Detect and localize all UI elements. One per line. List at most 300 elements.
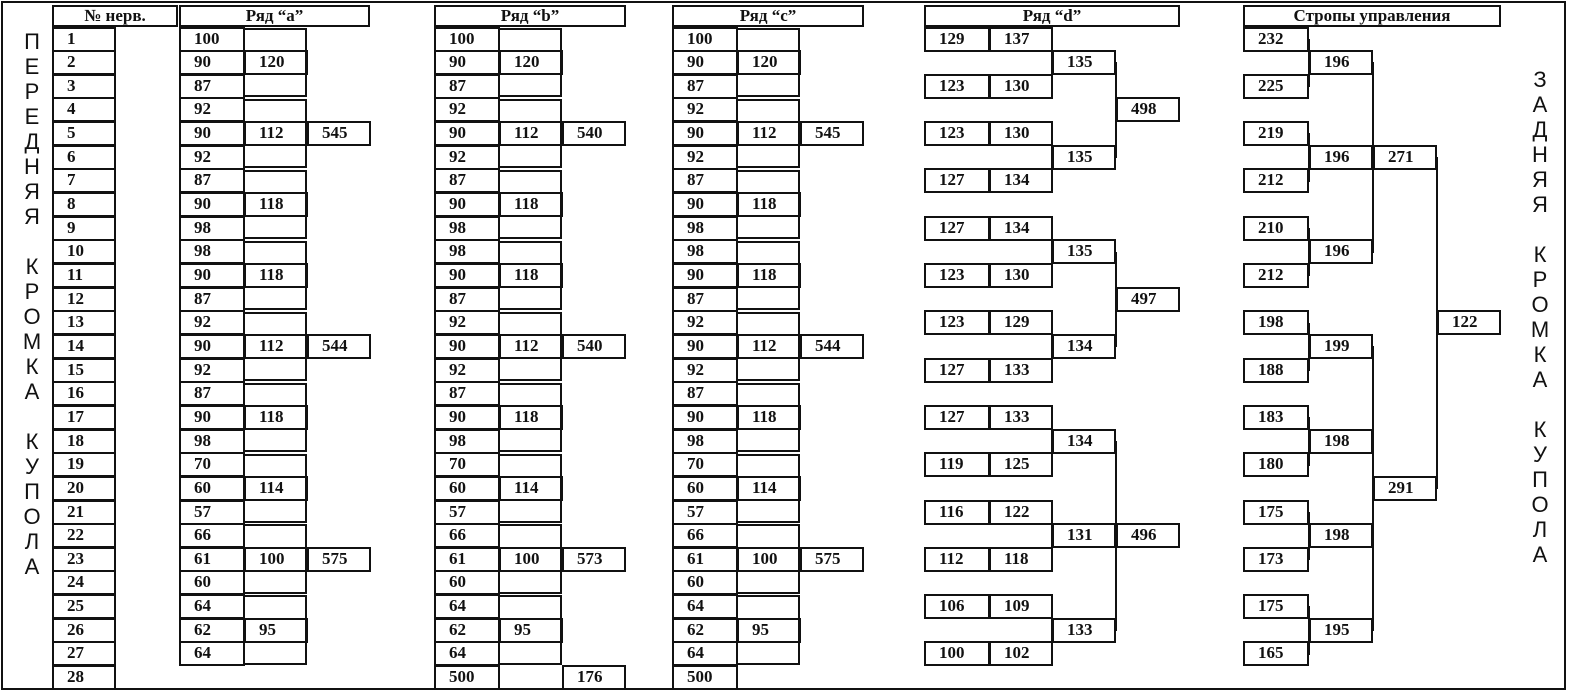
rib-number: 15 bbox=[52, 358, 116, 383]
line-length-cell: 62 bbox=[179, 618, 245, 643]
connector-line bbox=[498, 595, 562, 597]
connector-line bbox=[1051, 133, 1053, 181]
connector-line bbox=[243, 450, 307, 452]
line-length-cell: 100 bbox=[672, 27, 738, 52]
connector-line bbox=[798, 171, 800, 239]
line-length-cell: 64 bbox=[179, 641, 245, 666]
control-branch-cell: 196 bbox=[1309, 145, 1373, 170]
rib-number: 22 bbox=[52, 523, 116, 548]
connector-line bbox=[1308, 606, 1310, 654]
rib-number: 1 bbox=[52, 27, 116, 52]
connector-line bbox=[1051, 417, 1053, 465]
connector-line bbox=[498, 383, 562, 385]
branch-length-cell: 135 bbox=[1052, 145, 1116, 170]
branch-length-cell: 131 bbox=[1052, 523, 1116, 548]
line-length-cell: 64 bbox=[672, 594, 738, 619]
header-control-lines: Стропы управления bbox=[1243, 5, 1501, 27]
rib-number: 26 bbox=[52, 618, 116, 643]
connector-line bbox=[498, 379, 562, 381]
line-length-cell: 127 bbox=[924, 168, 990, 193]
control-line-cell: 219 bbox=[1243, 121, 1309, 146]
connector-line bbox=[498, 312, 562, 314]
connector-line bbox=[498, 237, 562, 239]
line-length-cell: 137 bbox=[989, 27, 1053, 52]
line-length-cell: 92 bbox=[179, 145, 245, 170]
connector-line bbox=[1051, 39, 1053, 87]
control-line-cell: 212 bbox=[1243, 168, 1309, 193]
connector-line bbox=[736, 379, 800, 381]
branch-length-cell: 112 bbox=[244, 334, 308, 359]
main-line-cell: 540 bbox=[562, 334, 626, 359]
connector-line bbox=[1051, 228, 1053, 276]
line-length-cell: 92 bbox=[179, 97, 245, 122]
line-length-cell: 125 bbox=[989, 452, 1053, 477]
connector-line bbox=[243, 454, 307, 456]
connector-line bbox=[1308, 417, 1310, 465]
control-branch-cell: 196 bbox=[1309, 239, 1373, 264]
line-length-cell: 90 bbox=[434, 405, 500, 430]
line-length-cell: 106 bbox=[924, 594, 990, 619]
connector-line bbox=[1308, 512, 1310, 560]
line-length-cell: 134 bbox=[989, 168, 1053, 193]
connector-line bbox=[243, 95, 307, 97]
line-length-cell: 500 bbox=[434, 665, 500, 690]
line-length-cell: 64 bbox=[672, 641, 738, 666]
main-line-cell: 544 bbox=[307, 334, 371, 359]
connector-line bbox=[243, 166, 307, 168]
connector-line bbox=[305, 29, 307, 97]
branch-length-cell: 112 bbox=[499, 121, 563, 146]
connector-line bbox=[736, 383, 800, 385]
connector-line bbox=[243, 595, 307, 597]
front-edge-label-letter: А bbox=[24, 554, 40, 579]
front-edge-label-letter: К bbox=[25, 429, 39, 454]
front-edge-label-letter: Е bbox=[24, 104, 40, 129]
front-edge-label-letter: Н bbox=[24, 154, 40, 179]
line-length-cell: 123 bbox=[924, 74, 990, 99]
front-edge-label-letter: Е bbox=[24, 54, 40, 79]
line-length-cell: 87 bbox=[672, 287, 738, 312]
main-line-cell: 573 bbox=[562, 547, 626, 572]
front-edge-label-letter: Р bbox=[24, 79, 40, 104]
line-length-cell: 90 bbox=[179, 192, 245, 217]
line-length-cell: 90 bbox=[672, 405, 738, 430]
line-length-cell: 87 bbox=[672, 74, 738, 99]
line-length-cell: 61 bbox=[179, 547, 245, 572]
line-length-cell: 133 bbox=[989, 358, 1053, 383]
branch-length-cell: 120 bbox=[244, 50, 308, 75]
connector-line bbox=[798, 29, 800, 97]
line-length-cell: 87 bbox=[179, 74, 245, 99]
branch-length-cell: 134 bbox=[1052, 334, 1116, 359]
branch-length-cell: 95 bbox=[244, 618, 308, 643]
header-row-d: Ряд “d” bbox=[924, 5, 1180, 27]
line-length-cell: 87 bbox=[179, 168, 245, 193]
control-line-cell: 183 bbox=[1243, 405, 1309, 430]
connector-line bbox=[498, 454, 562, 456]
line-length-cell: 57 bbox=[672, 500, 738, 525]
line-length-cell: 92 bbox=[434, 97, 500, 122]
rib-number: 13 bbox=[52, 310, 116, 335]
main-line-cell: 498 bbox=[1116, 97, 1180, 122]
control-line-cell: 173 bbox=[1243, 547, 1309, 572]
branch-length-cell: 118 bbox=[737, 192, 801, 217]
line-length-cell: 98 bbox=[672, 429, 738, 454]
line-length-cell: 60 bbox=[179, 570, 245, 595]
front-edge-label-letter: Я bbox=[24, 179, 40, 204]
line-length-cell: 118 bbox=[989, 547, 1053, 572]
line-length-cell: 102 bbox=[989, 641, 1053, 666]
branch-length-cell: 134 bbox=[1052, 429, 1116, 454]
main-line-cell: 545 bbox=[800, 121, 864, 146]
line-length-cell: 90 bbox=[672, 263, 738, 288]
rear-edge-label-letter: Р bbox=[1532, 267, 1548, 292]
connector-line bbox=[736, 170, 800, 172]
rear-edge-label-letter: К bbox=[1533, 342, 1547, 367]
control-line-cell: 212 bbox=[1243, 263, 1309, 288]
connector-line bbox=[1372, 346, 1374, 631]
rib-number: 9 bbox=[52, 216, 116, 241]
front-edge-label-letter: О bbox=[23, 504, 41, 529]
connector-line bbox=[798, 455, 800, 523]
connector-line bbox=[560, 171, 562, 239]
connector-line bbox=[736, 592, 800, 594]
connector-line bbox=[498, 241, 562, 243]
connector-line bbox=[1115, 252, 1117, 348]
line-length-cell: 500 bbox=[672, 665, 738, 690]
line-length-cell: 90 bbox=[434, 192, 500, 217]
branch-length-cell: 100 bbox=[244, 547, 308, 572]
connector-line bbox=[305, 171, 307, 239]
connector-line bbox=[243, 379, 307, 381]
branch-length-cell: 114 bbox=[499, 476, 563, 501]
rear-edge-label-letter: К bbox=[1533, 242, 1547, 267]
line-length-cell: 64 bbox=[434, 641, 500, 666]
line-length-cell: 66 bbox=[672, 523, 738, 548]
control-line-cell: 188 bbox=[1243, 358, 1309, 383]
rear-edge-label-letter: О bbox=[1531, 292, 1549, 317]
line-length-cell: 130 bbox=[989, 74, 1053, 99]
connector-line bbox=[498, 99, 562, 101]
line-length-cell: 70 bbox=[672, 452, 738, 477]
line-length-cell: 130 bbox=[989, 121, 1053, 146]
connector-line bbox=[736, 450, 800, 452]
rear-edge-label-letter: У bbox=[1533, 442, 1547, 467]
branch-length-cell: 114 bbox=[244, 476, 308, 501]
connector-line bbox=[243, 663, 307, 665]
line-length-cell: 130 bbox=[989, 263, 1053, 288]
rib-number: 27 bbox=[52, 641, 116, 666]
rib-number: 19 bbox=[52, 452, 116, 477]
connector-line bbox=[560, 455, 562, 523]
rear-edge-label-letter: Л bbox=[1532, 517, 1548, 542]
connector-line bbox=[1115, 62, 1117, 158]
line-length-cell: 87 bbox=[179, 287, 245, 312]
rear-edge-label-letter: Д bbox=[1532, 117, 1548, 142]
line-length-cell: 90 bbox=[672, 50, 738, 75]
line-length-cell: 92 bbox=[672, 145, 738, 170]
line-length-cell: 100 bbox=[924, 641, 990, 666]
line-length-cell: 90 bbox=[434, 121, 500, 146]
control-line-cell: 198 bbox=[1243, 310, 1309, 335]
connector-line bbox=[243, 99, 307, 101]
line-length-cell: 90 bbox=[179, 50, 245, 75]
rib-number: 2 bbox=[52, 50, 116, 75]
connector-line bbox=[736, 166, 800, 168]
connector-line bbox=[1051, 512, 1053, 560]
control-line-cell: 225 bbox=[1243, 74, 1309, 99]
main-line-cell: 575 bbox=[307, 547, 371, 572]
line-length-cell: 123 bbox=[924, 310, 990, 335]
branch-length-cell: 118 bbox=[499, 192, 563, 217]
rib-number: 25 bbox=[52, 594, 116, 619]
line-length-cell: 66 bbox=[434, 523, 500, 548]
connector-line bbox=[736, 663, 800, 665]
rear-edge-label-letter: П bbox=[1532, 467, 1548, 492]
connector-line bbox=[498, 450, 562, 452]
connector-line bbox=[243, 241, 307, 243]
connector-line bbox=[736, 454, 800, 456]
header-rib-number: № нерв. bbox=[52, 5, 178, 27]
main-line-cell: 540 bbox=[562, 121, 626, 146]
rib-number: 4 bbox=[52, 97, 116, 122]
main-line-cell: 176 bbox=[562, 665, 626, 690]
line-length-cell: 90 bbox=[434, 50, 500, 75]
rear-edge-label-letter: Н bbox=[1532, 142, 1548, 167]
rear-edge-label-letter: М bbox=[1530, 317, 1550, 342]
line-length-cell: 92 bbox=[434, 145, 500, 170]
connector-line bbox=[736, 524, 800, 526]
connector-line bbox=[560, 384, 562, 452]
line-length-cell: 57 bbox=[434, 500, 500, 525]
line-length-cell: 90 bbox=[179, 334, 245, 359]
rib-number: 3 bbox=[52, 74, 116, 99]
branch-length-cell: 118 bbox=[737, 263, 801, 288]
rear-edge-label-letter: Я bbox=[1532, 167, 1548, 192]
rib-number: 10 bbox=[52, 239, 116, 264]
line-length-cell: 60 bbox=[434, 570, 500, 595]
control-line-cell: 175 bbox=[1243, 500, 1309, 525]
line-length-cell: 90 bbox=[672, 192, 738, 217]
rib-number: 11 bbox=[52, 263, 116, 288]
connector-line bbox=[243, 592, 307, 594]
line-length-cell: 87 bbox=[434, 74, 500, 99]
control-line-cell: 175 bbox=[1243, 594, 1309, 619]
connector-line bbox=[305, 596, 307, 664]
connector-line bbox=[243, 28, 307, 30]
connector-line bbox=[1308, 133, 1310, 181]
line-length-cell: 90 bbox=[179, 405, 245, 430]
connector-line bbox=[1115, 441, 1117, 631]
rib-number: 16 bbox=[52, 381, 116, 406]
line-length-cell: 87 bbox=[434, 381, 500, 406]
connector-line bbox=[498, 663, 562, 665]
connector-line bbox=[498, 166, 562, 168]
main-line-cell: 544 bbox=[800, 334, 864, 359]
rear-edge-label-letter: О bbox=[1531, 492, 1549, 517]
line-length-cell: 61 bbox=[434, 547, 500, 572]
line-length-cell: 92 bbox=[179, 358, 245, 383]
line-length-cell: 116 bbox=[924, 500, 990, 525]
front-edge-label-letter: П bbox=[24, 29, 40, 54]
main-line-cell: 545 bbox=[307, 121, 371, 146]
connector-line bbox=[736, 241, 800, 243]
connector-line bbox=[243, 237, 307, 239]
rib-number: 5 bbox=[52, 121, 116, 146]
branch-length-cell: 135 bbox=[1052, 239, 1116, 264]
line-length-cell: 98 bbox=[434, 216, 500, 241]
connector-line bbox=[736, 312, 800, 314]
rib-number: 6 bbox=[52, 145, 116, 170]
line-length-cell: 90 bbox=[179, 121, 245, 146]
branch-length-cell: 118 bbox=[244, 405, 308, 430]
branch-length-cell: 118 bbox=[737, 405, 801, 430]
line-length-cell: 98 bbox=[179, 216, 245, 241]
rear-edge-label-letter: К bbox=[1533, 417, 1547, 442]
control-branch-cell: 199 bbox=[1309, 334, 1373, 359]
line-length-cell: 129 bbox=[989, 310, 1053, 335]
line-length-cell: 92 bbox=[179, 310, 245, 335]
branch-length-cell: 112 bbox=[737, 334, 801, 359]
connector-line bbox=[243, 524, 307, 526]
connector-line bbox=[736, 99, 800, 101]
connector-line bbox=[1436, 157, 1438, 489]
connector-line bbox=[736, 595, 800, 597]
line-length-cell: 62 bbox=[672, 618, 738, 643]
line-length-cell: 57 bbox=[179, 500, 245, 525]
rear-edge-label-letter: Я bbox=[1532, 192, 1548, 217]
line-length-cell: 98 bbox=[672, 239, 738, 264]
line-length-cell: 98 bbox=[179, 429, 245, 454]
front-edge-label-letter: О bbox=[23, 304, 41, 329]
front-edge-label-letter: П bbox=[24, 479, 40, 504]
connector-line bbox=[736, 308, 800, 310]
line-length-cell: 64 bbox=[434, 594, 500, 619]
branch-length-cell: 135 bbox=[1052, 50, 1116, 75]
control-line-cell: 210 bbox=[1243, 216, 1309, 241]
line-length-cell: 60 bbox=[672, 476, 738, 501]
header-row-c: Ряд “c” bbox=[672, 5, 864, 27]
line-length-cell: 112 bbox=[924, 547, 990, 572]
rear-edge-label-letter: З bbox=[1533, 67, 1547, 92]
line-length-cell: 87 bbox=[434, 168, 500, 193]
rib-number: 28 bbox=[52, 665, 116, 690]
line-length-cell: 90 bbox=[672, 121, 738, 146]
rib-number: 18 bbox=[52, 429, 116, 454]
rear-edge-label-letter: А bbox=[1532, 92, 1548, 117]
connector-line bbox=[243, 308, 307, 310]
control-branch-cell: 195 bbox=[1309, 618, 1373, 643]
connector-line bbox=[736, 95, 800, 97]
branch-length-cell: 112 bbox=[244, 121, 308, 146]
line-length-cell: 92 bbox=[672, 310, 738, 335]
connector-line bbox=[498, 521, 562, 523]
connector-line bbox=[1308, 228, 1310, 276]
front-edge-label-letter: Р bbox=[24, 279, 40, 304]
line-length-cell: 100 bbox=[434, 27, 500, 52]
line-length-cell: 60 bbox=[672, 570, 738, 595]
front-edge-label-letter: Д bbox=[24, 129, 40, 154]
connector-line bbox=[1051, 323, 1053, 371]
line-length-cell: 92 bbox=[672, 358, 738, 383]
line-length-cell: 92 bbox=[672, 97, 738, 122]
connector-line bbox=[1051, 606, 1053, 654]
control-line-cell: 180 bbox=[1243, 452, 1309, 477]
front-edge-label-letter: М bbox=[22, 329, 42, 354]
line-length-cell: 87 bbox=[179, 381, 245, 406]
front-edge-label-letter: К bbox=[25, 354, 39, 379]
line-length-cell: 123 bbox=[924, 263, 990, 288]
header-row-b: Ряд “b” bbox=[434, 5, 626, 27]
rear-edge-label-letter: А bbox=[1532, 367, 1548, 392]
control-branch-cell: 196 bbox=[1309, 50, 1373, 75]
connector-line bbox=[243, 521, 307, 523]
rear-edge-label-letter: А bbox=[1532, 542, 1548, 567]
branch-length-cell: 100 bbox=[499, 547, 563, 572]
branch-length-cell: 100 bbox=[737, 547, 801, 572]
connector-line bbox=[798, 596, 800, 664]
connector-line bbox=[498, 170, 562, 172]
main-line-cell: 496 bbox=[1116, 523, 1180, 548]
connector-line bbox=[498, 28, 562, 30]
line-length-cell: 87 bbox=[672, 168, 738, 193]
line-length-cell: 90 bbox=[434, 263, 500, 288]
connector-line bbox=[498, 308, 562, 310]
branch-length-cell: 112 bbox=[737, 121, 801, 146]
connector-line bbox=[736, 237, 800, 239]
control-handle-cell: 122 bbox=[1437, 310, 1501, 335]
connector-line bbox=[736, 28, 800, 30]
line-length-cell: 66 bbox=[179, 523, 245, 548]
connector-line bbox=[560, 29, 562, 97]
branch-length-cell: 118 bbox=[244, 192, 308, 217]
control-branch-cell: 198 bbox=[1309, 429, 1373, 454]
connector-line bbox=[243, 312, 307, 314]
connector-line bbox=[498, 95, 562, 97]
line-length-cell: 98 bbox=[434, 239, 500, 264]
rib-number: 7 bbox=[52, 168, 116, 193]
line-length-cell: 109 bbox=[989, 594, 1053, 619]
rib-number: 20 bbox=[52, 476, 116, 501]
connector-line bbox=[560, 596, 562, 664]
branch-length-cell: 118 bbox=[499, 263, 563, 288]
line-length-cell: 60 bbox=[179, 476, 245, 501]
line-length-cell: 92 bbox=[434, 310, 500, 335]
main-line-cell: 575 bbox=[800, 547, 864, 572]
front-edge-label-letter: Л bbox=[24, 529, 40, 554]
line-length-cell: 129 bbox=[924, 27, 990, 52]
front-edge-label-letter: У bbox=[25, 454, 39, 479]
rib-number: 12 bbox=[52, 287, 116, 312]
line-length-cell: 122 bbox=[989, 500, 1053, 525]
front-edge-label-letter: К bbox=[25, 254, 39, 279]
control-line-cell: 165 bbox=[1243, 641, 1309, 666]
branch-length-cell: 114 bbox=[737, 476, 801, 501]
control-main-cell: 291 bbox=[1373, 476, 1437, 501]
line-length-cell: 64 bbox=[179, 594, 245, 619]
branch-length-cell: 95 bbox=[499, 618, 563, 643]
line-length-cell: 127 bbox=[924, 216, 990, 241]
connector-line bbox=[1372, 62, 1374, 252]
line-length-cell: 90 bbox=[179, 263, 245, 288]
branch-length-cell: 118 bbox=[499, 405, 563, 430]
connector-line bbox=[736, 521, 800, 523]
connector-line bbox=[1308, 39, 1310, 87]
connector-line bbox=[798, 384, 800, 452]
rib-number: 21 bbox=[52, 500, 116, 525]
connector-line bbox=[1308, 323, 1310, 371]
line-length-cell: 119 bbox=[924, 452, 990, 477]
